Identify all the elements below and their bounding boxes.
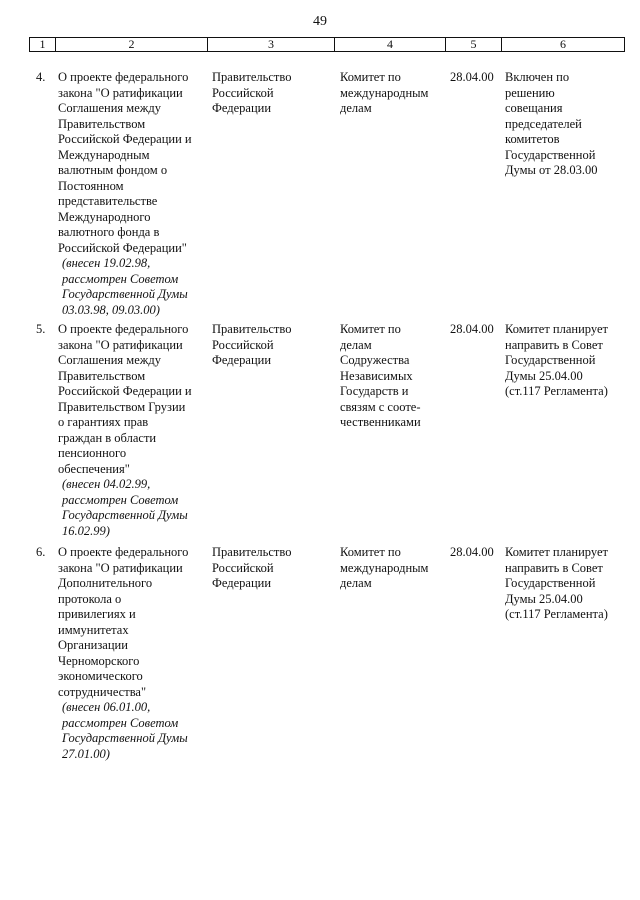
title-line: обеспечения" (58, 461, 130, 476)
title-line: валютным фондом о (58, 163, 168, 177)
title-line: протокола о (58, 591, 122, 606)
status-line: Комитет планирует (505, 545, 608, 559)
note-line: рассмотрен Советом (62, 271, 179, 286)
author-line: Правительство (212, 322, 292, 336)
committee-line: чественниками (340, 415, 421, 429)
bill-author (212, 322, 332, 369)
status-line: (ст.117 Регламента) (505, 384, 608, 398)
status-line: Комитет планирует (505, 322, 608, 336)
author-line: Правительство (212, 70, 292, 84)
title-line: Правительством Грузии (58, 399, 186, 414)
bill-status (505, 70, 627, 179)
status-line: Думы от 28.03.00 (505, 163, 598, 177)
column-number-header (29, 37, 625, 52)
title-line: Российской Федерации" (58, 240, 187, 255)
note-line: 27.01.00) (62, 746, 110, 761)
status-line: комитетов (505, 132, 560, 146)
committee-line: Комитет по (340, 70, 401, 84)
author-line: Российской (212, 337, 274, 352)
status-line: Государственной (505, 147, 596, 162)
committee-line: Государств и (340, 384, 409, 398)
column-header-4: 4 (335, 38, 446, 51)
status-line: Думы 25.04.00 (505, 591, 583, 606)
title-line: Правительством (58, 368, 146, 383)
row-number: 6. (36, 545, 46, 559)
committee-line: делам (340, 576, 372, 590)
title-line: закона "О ратификации (58, 337, 183, 352)
column-header-6: 6 (560, 37, 566, 51)
consideration-date: 28.04.00 (450, 545, 494, 559)
bill-status (505, 322, 627, 400)
committee-line: делам (340, 101, 372, 115)
title-line: экономического (58, 669, 143, 683)
column-header-1: 1 (30, 38, 56, 51)
author-line: Российской (212, 560, 274, 575)
submission-note (58, 477, 208, 539)
status-line: председателей (505, 116, 582, 131)
status-line: направить в Совет (505, 560, 603, 575)
column-header-5: 5 (446, 38, 502, 51)
title-line: пенсионного (58, 446, 127, 460)
title-line: Дополнительного (58, 576, 153, 590)
committee-line: связям с сооте- (340, 399, 421, 414)
note-line: 16.02.99) (62, 523, 110, 538)
title-line: Постоянном (58, 178, 124, 193)
note-line: (внесен 06.01.00, (62, 700, 151, 714)
title-line: Организации (58, 638, 128, 652)
note-line: (внесен 04.02.99, (62, 477, 151, 491)
title-line: о гарантиях прав (58, 415, 149, 429)
status-line: Включен по (505, 70, 570, 84)
title-line: Черноморского (58, 653, 140, 668)
note-line: (внесен 19.02.98, (62, 256, 151, 270)
note-line: рассмотрен Советом (62, 492, 179, 507)
bill-title (58, 545, 208, 762)
title-line: Соглашения между (58, 353, 161, 367)
row-number: 4. (36, 70, 46, 84)
status-line: Думы 25.04.00 (505, 368, 583, 383)
title-line: Международного (58, 209, 151, 224)
consideration-date: 28.04.00 (450, 70, 494, 84)
consideration-date: 28.04.00 (450, 322, 494, 336)
submission-note (58, 700, 208, 762)
author-line: Правительство (212, 545, 292, 559)
title-line: представительстве (58, 194, 158, 208)
author-line: Федерации (212, 353, 272, 367)
title-line: Российской Федерации и (58, 384, 192, 398)
bill-author (212, 545, 332, 592)
title-line: О проекте федерального (58, 545, 189, 559)
page-number: 49 (313, 14, 327, 29)
submission-note (58, 256, 208, 318)
author-line: Федерации (212, 101, 272, 115)
committee-line: Комитет по (340, 322, 401, 336)
title-line: О проекте федерального (58, 70, 189, 84)
committee-line: Содружества (340, 353, 410, 367)
row-number: 5. (36, 322, 46, 336)
committee-line: Комитет по (340, 545, 401, 559)
column-header-3: 3 (208, 38, 335, 51)
title-line: привилегиях и (58, 607, 136, 621)
bill-status (505, 545, 627, 623)
bill-title (58, 70, 208, 318)
author-line: Российской (212, 85, 274, 100)
title-line: иммунитетах (58, 622, 129, 637)
note-line: рассмотрен Советом (62, 715, 179, 730)
responsible-committee (340, 545, 448, 592)
note-line: Государственной Думы (62, 731, 188, 745)
title-line: закона "О ратификации (58, 85, 183, 100)
committee-line: делам (340, 337, 372, 352)
title-line: Российской Федерации и (58, 132, 192, 146)
note-line: Государственной Думы (62, 287, 188, 301)
title-line: Правительством (58, 116, 146, 131)
status-line: Государственной (505, 576, 596, 590)
bill-title (58, 322, 208, 539)
responsible-committee (340, 70, 448, 117)
title-line: Соглашения между (58, 101, 161, 115)
committee-line: Независимых (340, 368, 413, 383)
committee-line: международным (340, 560, 429, 575)
status-line: направить в Совет (505, 337, 603, 352)
title-line: валютного фонда в (58, 225, 160, 239)
title-line: Международным (58, 147, 150, 162)
title-line: О проекте федерального (58, 322, 189, 336)
status-line: (ст.117 Регламента) (505, 607, 608, 621)
bill-author (212, 70, 332, 117)
column-header-2: 2 (56, 38, 208, 51)
status-line: решению (505, 85, 555, 100)
committee-line: международным (340, 85, 429, 100)
status-line: совещания (505, 101, 563, 115)
title-line: закона "О ратификации (58, 560, 183, 575)
status-line: Государственной (505, 353, 596, 367)
title-line: сотрудничества" (58, 684, 147, 699)
responsible-committee (340, 322, 448, 431)
title-line: граждан в области (58, 430, 157, 445)
note-line: 03.03.98, 09.03.00) (62, 302, 160, 317)
author-line: Федерации (212, 576, 272, 590)
note-line: Государственной Думы (62, 508, 188, 522)
